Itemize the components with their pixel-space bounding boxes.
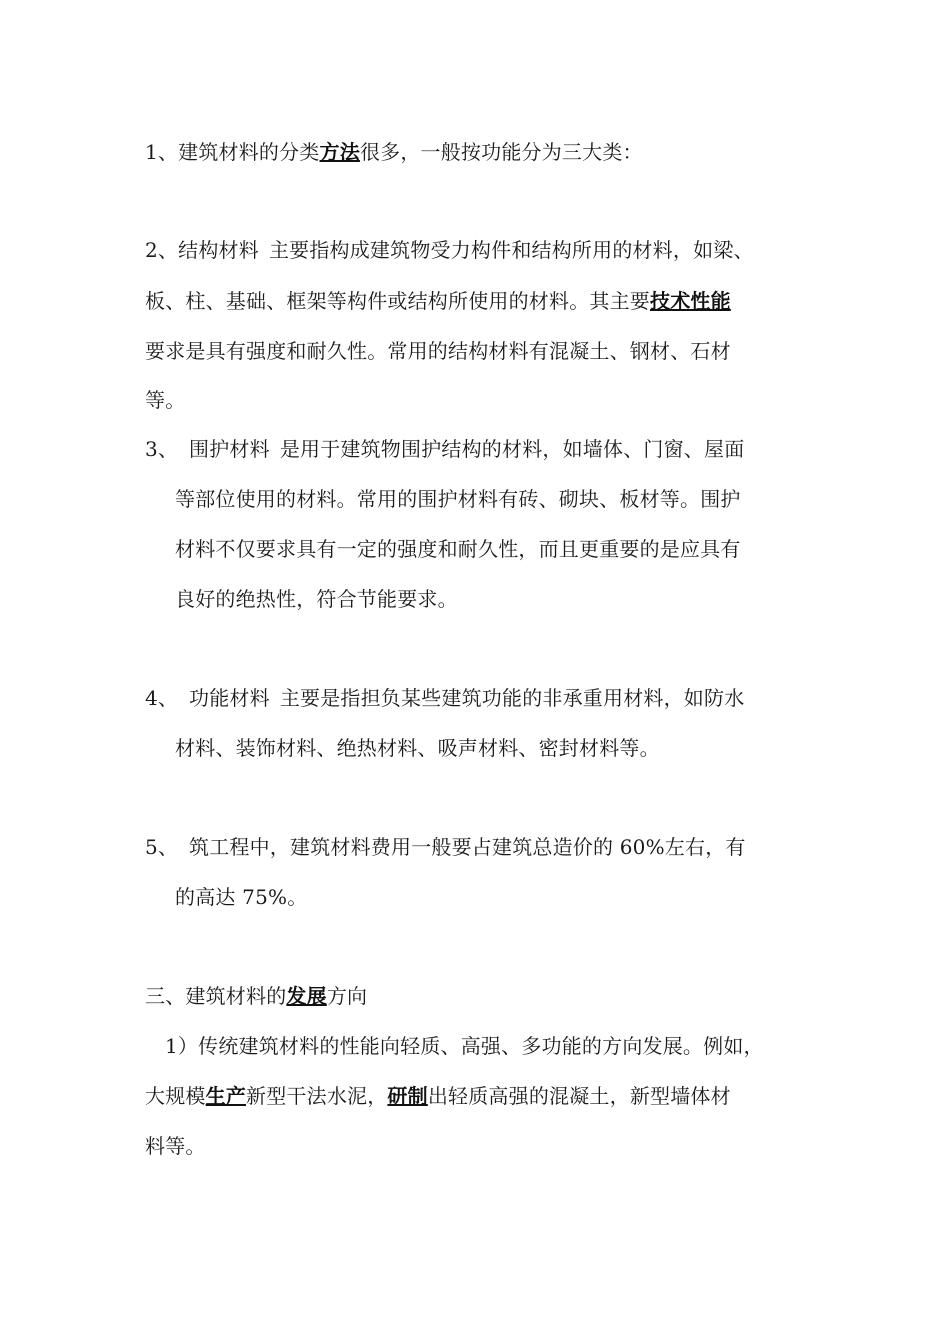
paragraph-2-line-3: 要求是具有强度和耐久性。常用的结构材料有混凝土、钢材、石材 — [145, 339, 731, 363]
paragraph-6-line-2 — [145, 1083, 731, 1109]
paragraph-2-line-1 — [145, 237, 754, 263]
paragraph-1 — [145, 139, 643, 165]
link-research[interactable]: 研制 — [387, 1084, 428, 1108]
paragraph-5-line-1 — [145, 834, 746, 860]
paragraph-3-line-3: 材料不仅要求具有一定的强度和耐久性，而且更重要的是应具有 — [175, 537, 741, 561]
p4-number: 4、 — [145, 686, 179, 710]
paragraph-6-line-3: 料等。 — [145, 1134, 206, 1158]
paragraph-4-line-2: 材料、装饰材料、绝热材料、吸声材料、密封材料等。 — [175, 736, 660, 760]
p4-desc: 主要是指担负某些建筑功能的非承重用材料，如防水 — [279, 686, 745, 710]
link-production[interactable]: 生产 — [205, 1084, 247, 1108]
p1-text-post: 很多，一般按功能分为三大类： — [359, 140, 643, 164]
p3-number: 3、 — [145, 437, 179, 461]
p2-term: 2、结构材料 — [145, 238, 259, 262]
link-development[interactable]: 发展 — [286, 984, 327, 1008]
p5-text: 筑工程中，建筑材料费用一般要占建筑总造价的 60%左右，有 — [189, 835, 746, 859]
p3-term: 围护材料 — [189, 437, 270, 461]
paragraph-2-line-2 — [145, 288, 731, 314]
paragraph-2-line-4: 等。 — [145, 388, 186, 412]
link-method[interactable]: 方法 — [319, 140, 360, 164]
p2-desc: 主要指构成建筑物受力构件和结构所用的材料，如梁、 — [268, 238, 754, 262]
section-heading — [145, 983, 367, 1009]
p1-text-pre: 1、建筑材料的分类 — [145, 140, 320, 164]
paragraph-3-line-1 — [145, 436, 744, 462]
section-pre: 三、建筑材料的 — [145, 984, 287, 1008]
paragraph-6-line-1: 1）传统建筑材料的性能向轻质、高强、多功能的方向发展。例如， — [165, 1034, 764, 1058]
paragraph-3-line-4: 良好的绝热性，符合节能要求。 — [175, 587, 458, 611]
paragraph-4-line-1 — [145, 685, 744, 711]
p6-pre: 大规模 — [145, 1084, 206, 1108]
paragraph-3-line-2: 等部位使用的材料。常用的围护材料有砖、砌块、板材等。围护 — [175, 487, 741, 511]
section-post: 方向 — [326, 984, 368, 1008]
p4-term: 功能材料 — [189, 686, 270, 710]
p6-post: 出轻质高强的混凝土，新型墙体材 — [427, 1084, 731, 1108]
p2-line2-text: 板、柱、基础、框架等构件或结构所使用的材料。其主要 — [145, 289, 650, 313]
link-technical-performance[interactable]: 技术性能 — [650, 289, 731, 313]
paragraph-5-line-2: 的高达 75%。 — [175, 885, 308, 909]
p3-desc: 是用于建筑物围护结构的材料，如墙体、门窗、屋面 — [279, 437, 745, 461]
p6-mid: 新型干法水泥， — [246, 1084, 388, 1108]
p5-number: 5、 — [145, 835, 179, 859]
